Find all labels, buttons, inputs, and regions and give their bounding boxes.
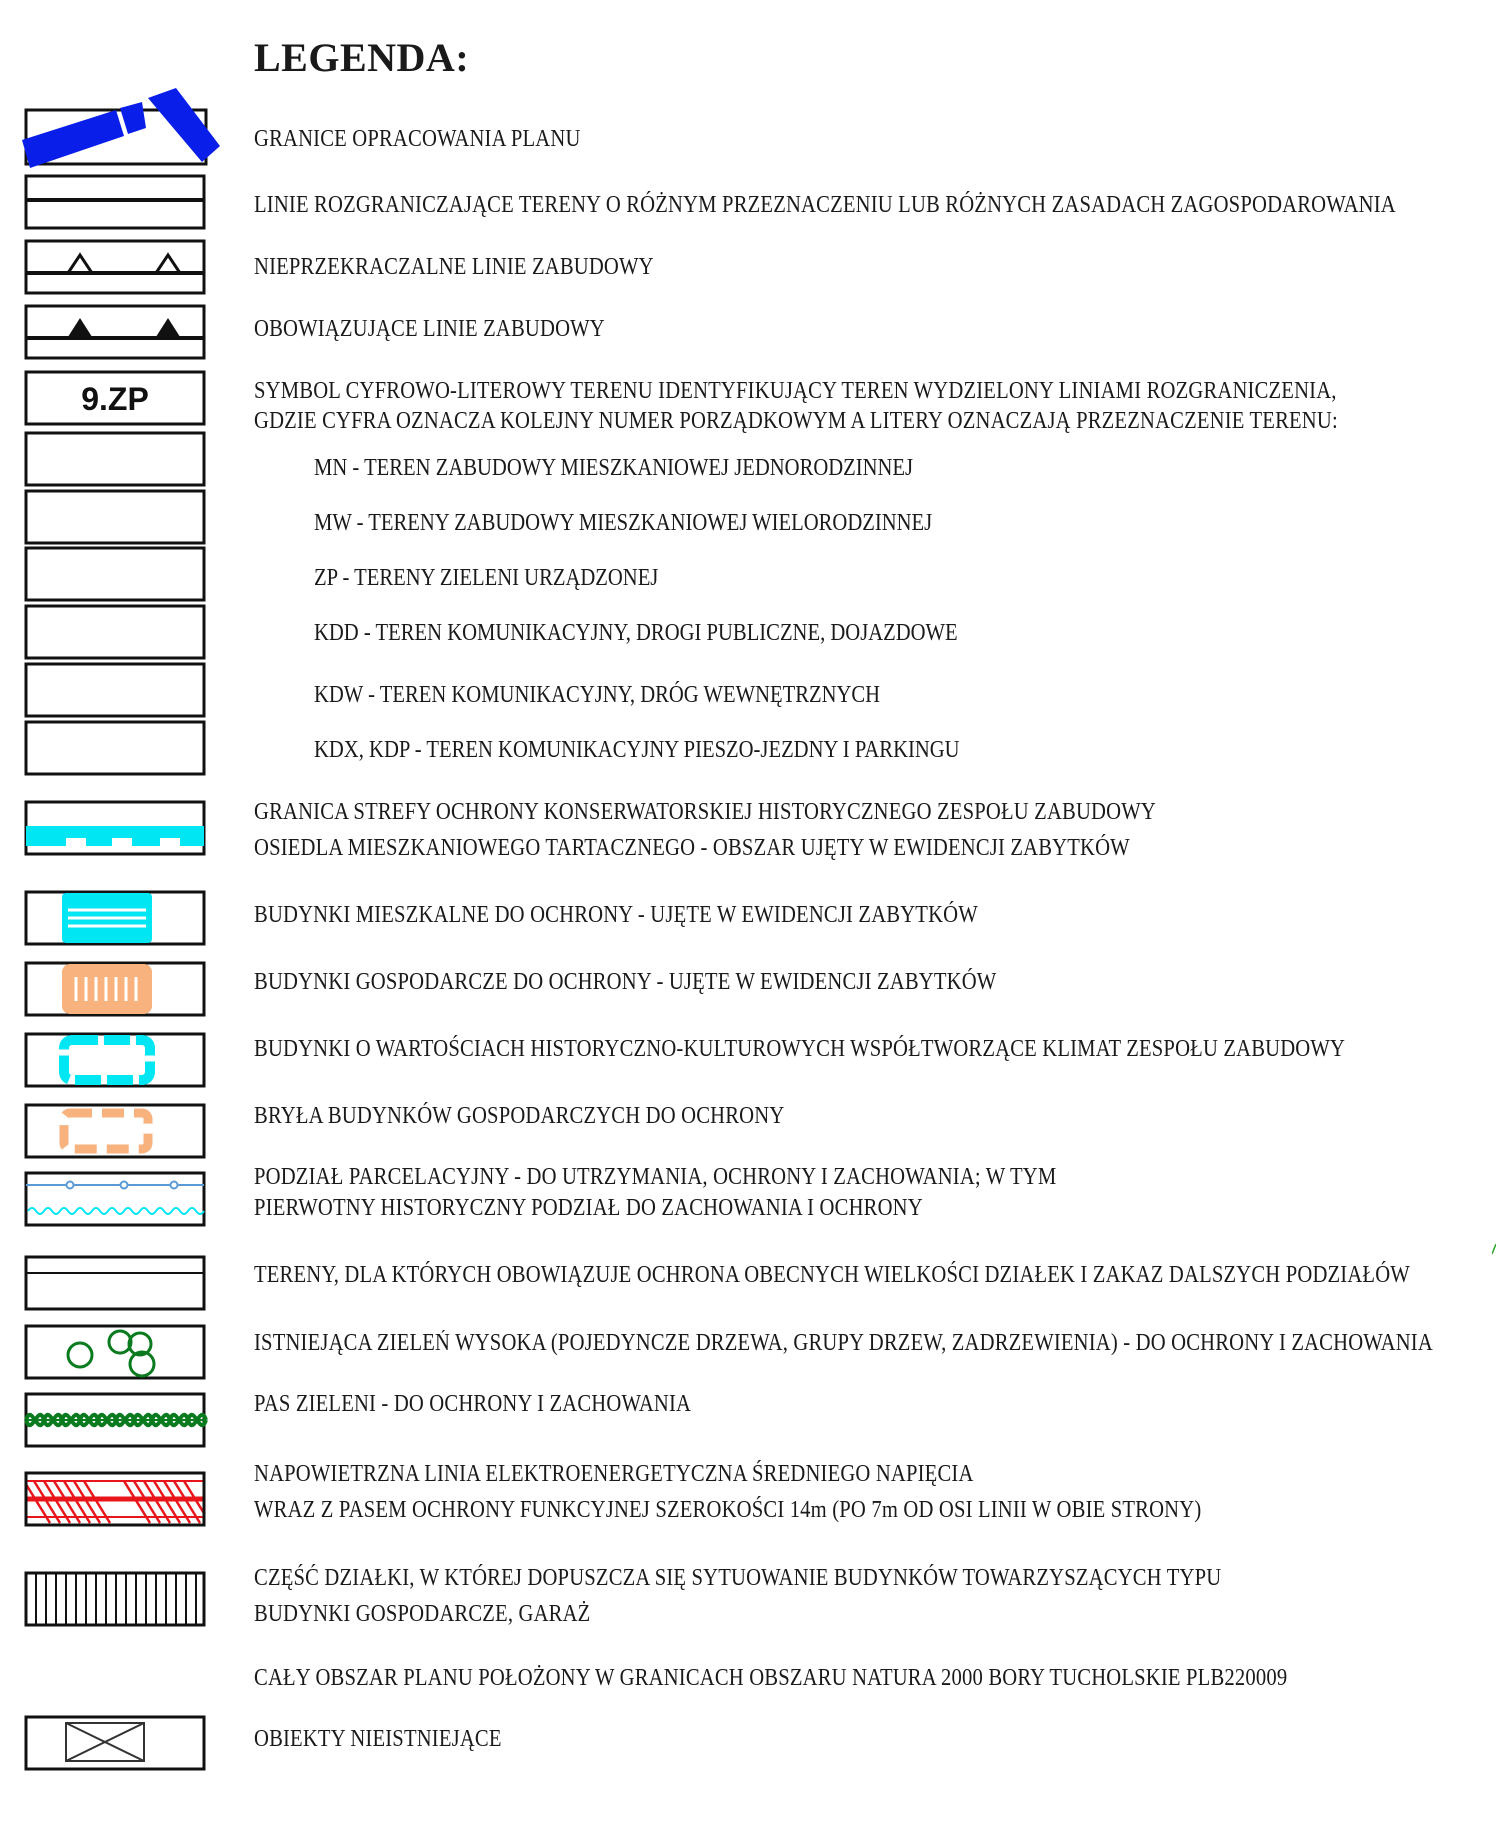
legend-item-conservation-zone-line2: OSIEDLA MIESZKANIOWEGO TARTACZNEGO - OBSZAR UJĘTY W EWIDENCJI ZABYTKÓW	[254, 835, 1130, 861]
legend-item-farm-building-mass: BRYŁA BUDYNKÓW GOSPODARCZYCH DO OCHRONY	[254, 1103, 785, 1129]
legend-item-historic-cultural-buildings: BUDYNKI O WARTOŚCIACH HISTORYCZNO-KULTUROWYCH WSPÓŁTWORZĄCE KLIMAT ZESPOŁU ZABUDOWY	[254, 1036, 1346, 1062]
empty-symbol-box-kdx	[24, 720, 206, 776]
legend-item-area-symbol-line2: GDZIE CYFRA OZNACZA KOLEJNY NUMER PORZĄDKOWYM A LITERY OZNACZAJĄ PRZEZNACZENIE TERENU:	[254, 408, 1338, 434]
legend-item-area-symbol-line1: SYMBOL CYFROWO-LITEROWY TERENU IDENTYFIKUJĄCY TEREN WYDZIELONY LINIAMI ROZGRANICZENIA,	[254, 378, 1337, 404]
legend-item-plot-size-protection: TERENY, DLA KTÓRYCH OBOWIĄZUJE OCHRONA OBECNYCH WIELKOŚCI DZIAŁEK I ZAKAZ DALSZYCH PODZIAŁÓW	[254, 1262, 1410, 1288]
legend-subitem-mw: MW - TERENY ZABUDOWY MIESZKANIOWEJ WIELORODZINNEJ	[314, 510, 933, 536]
legend-item-mandatory-building-lines: OBOWIĄZUJĄCE LINIE ZABUDOWY	[254, 316, 605, 342]
legend-item-parcel-division-line1: PODZIAŁ PARCELACYJNY - DO UTRZYMANIA, OCHRONY I ZACHOWANIA; W TYM	[254, 1164, 1057, 1190]
empty-symbol-box-kdw	[24, 662, 206, 718]
legend-item-farm-buildings: BUDYNKI GOSPODARCZE DO OCHRONY - UJĘTE W EWIDENCJI ZABYTKÓW	[254, 969, 997, 995]
farm-building-symbol	[24, 961, 206, 1017]
legend-item-dividing-lines: LINIE ROZGRANICZAJĄCE TERENY O RÓŻNYM PRZEZNACZENIU LUB RÓŻNYCH ZASADACH ZAGOSPODAROWANIA	[254, 192, 1396, 218]
legend-item-non-existing-objects: OBIEKTY NIEISTNIEJĄCE	[254, 1726, 502, 1752]
empty-symbol-box-kdd	[24, 604, 206, 660]
non-exceedable-building-line-symbol	[24, 239, 206, 295]
historic-cultural-building-symbol	[24, 1032, 206, 1088]
area-symbol-text: 9.ZP	[81, 381, 149, 417]
plan-boundary-symbol	[24, 88, 224, 168]
legend-item-parcel-division-line2: PIERWOTNY HISTORYCZNY PODZIAŁ DO ZACHOWANIA I OCHRONY	[254, 1195, 923, 1221]
legend-title: LEGENDA:	[254, 35, 470, 80]
legend-item-natura-2000: CAŁY OBSZAR PLANU POŁOŻONY W GRANICACH OBSZARU NATURA 2000 BORY TUCHOLSKIE PLB220009	[254, 1665, 1288, 1691]
empty-symbol-box-mw	[24, 489, 206, 545]
parcel-division-symbol	[24, 1171, 206, 1227]
legend-item-tall-greenery: ISTNIEJĄCA ZIELEŃ WYSOKA (POJEDYNCZE DRZEWA, GRUPY DRZEW, ZADRZEWIENIA) - DO OCHRONY I ZACHOWANIA	[254, 1330, 1433, 1356]
legend-item-auxiliary-buildings-line2: BUDYNKI GOSPODARCZE, GARAŻ	[254, 1601, 591, 1627]
residential-building-symbol	[24, 890, 206, 946]
mandatory-building-line-symbol	[24, 304, 206, 360]
legend-subitem-kdx: KDX, KDP - TEREN KOMUNIKACYJNY PIESZO-JEZDNY I PARKINGU	[314, 737, 960, 763]
auxiliary-building-area-symbol	[24, 1571, 206, 1627]
plot-size-protection-symbol	[24, 1255, 206, 1311]
empty-symbol-box-mn	[24, 431, 206, 487]
legend-subitem-mn: MN - TEREN ZABUDOWY MIESZKANIOWEJ JEDNORODZINNEJ	[314, 455, 914, 481]
dividing-lines-symbol	[24, 174, 206, 230]
legend-item-power-line-line1: NAPOWIETRZNA LINIA ELEKTROENERGETYCZNA ŚREDNIEGO NAPIĘCIA	[254, 1461, 974, 1487]
empty-symbol-box-zp	[24, 546, 206, 602]
legend-subitem-zp: ZP - TERENY ZIELENI URZĄDZONEJ	[314, 565, 659, 591]
legend-item-power-line-line2: WRAZ Z PASEM OCHRONY FUNKCYJNEJ SZEROKOŚCI 14m (PO 7m OD OSI LINII W OBIE STRONY)	[254, 1497, 1202, 1523]
tall-greenery-symbol	[24, 1324, 206, 1380]
legend-item-green-belt: PAS ZIELENI - DO OCHRONY I ZACHOWANIA	[254, 1391, 692, 1417]
farm-building-mass-symbol	[24, 1103, 206, 1159]
legend-item-plan-boundary: GRANICE OPRACOWANIA PLANU	[254, 126, 581, 152]
legend-item-conservation-zone-line1: GRANICA STREFY OCHRONY KONSERWATORSKIEJ HISTORYCZNEGO ZESPOŁU ZABUDOWY	[254, 799, 1156, 825]
legend-subitem-kdw: KDW - TEREN KOMUNIKACYJNY, DRÓG WEWNĘTRZNYCH	[314, 682, 881, 708]
power-line-symbol	[24, 1471, 206, 1527]
legend-item-auxiliary-buildings-line1: CZĘŚĆ DZIAŁKI, W KTÓREJ DOPUSZCZA SIĘ SYTUOWANIE BUDYNKÓW TOWARZYSZĄCYCH TYPU	[254, 1565, 1222, 1591]
area-symbol-box	[24, 370, 206, 426]
stray-mark	[1492, 1244, 1496, 1254]
legend-item-residential-buildings: BUDYNKI MIESZKALNE DO OCHRONY - UJĘTE W EWIDENCJI ZABYTKÓW	[254, 902, 978, 928]
conservation-zone-symbol	[24, 800, 206, 856]
green-belt-symbol	[24, 1392, 206, 1448]
legend-subitem-kdd: KDD - TEREN KOMUNIKACYJNY, DROGI PUBLICZNE, DOJAZDOWE	[314, 620, 958, 646]
legend-item-non-exceedable-building-lines: NIEPRZEKRACZALNE LINIE ZABUDOWY	[254, 254, 654, 280]
non-existing-objects-symbol	[24, 1715, 206, 1771]
